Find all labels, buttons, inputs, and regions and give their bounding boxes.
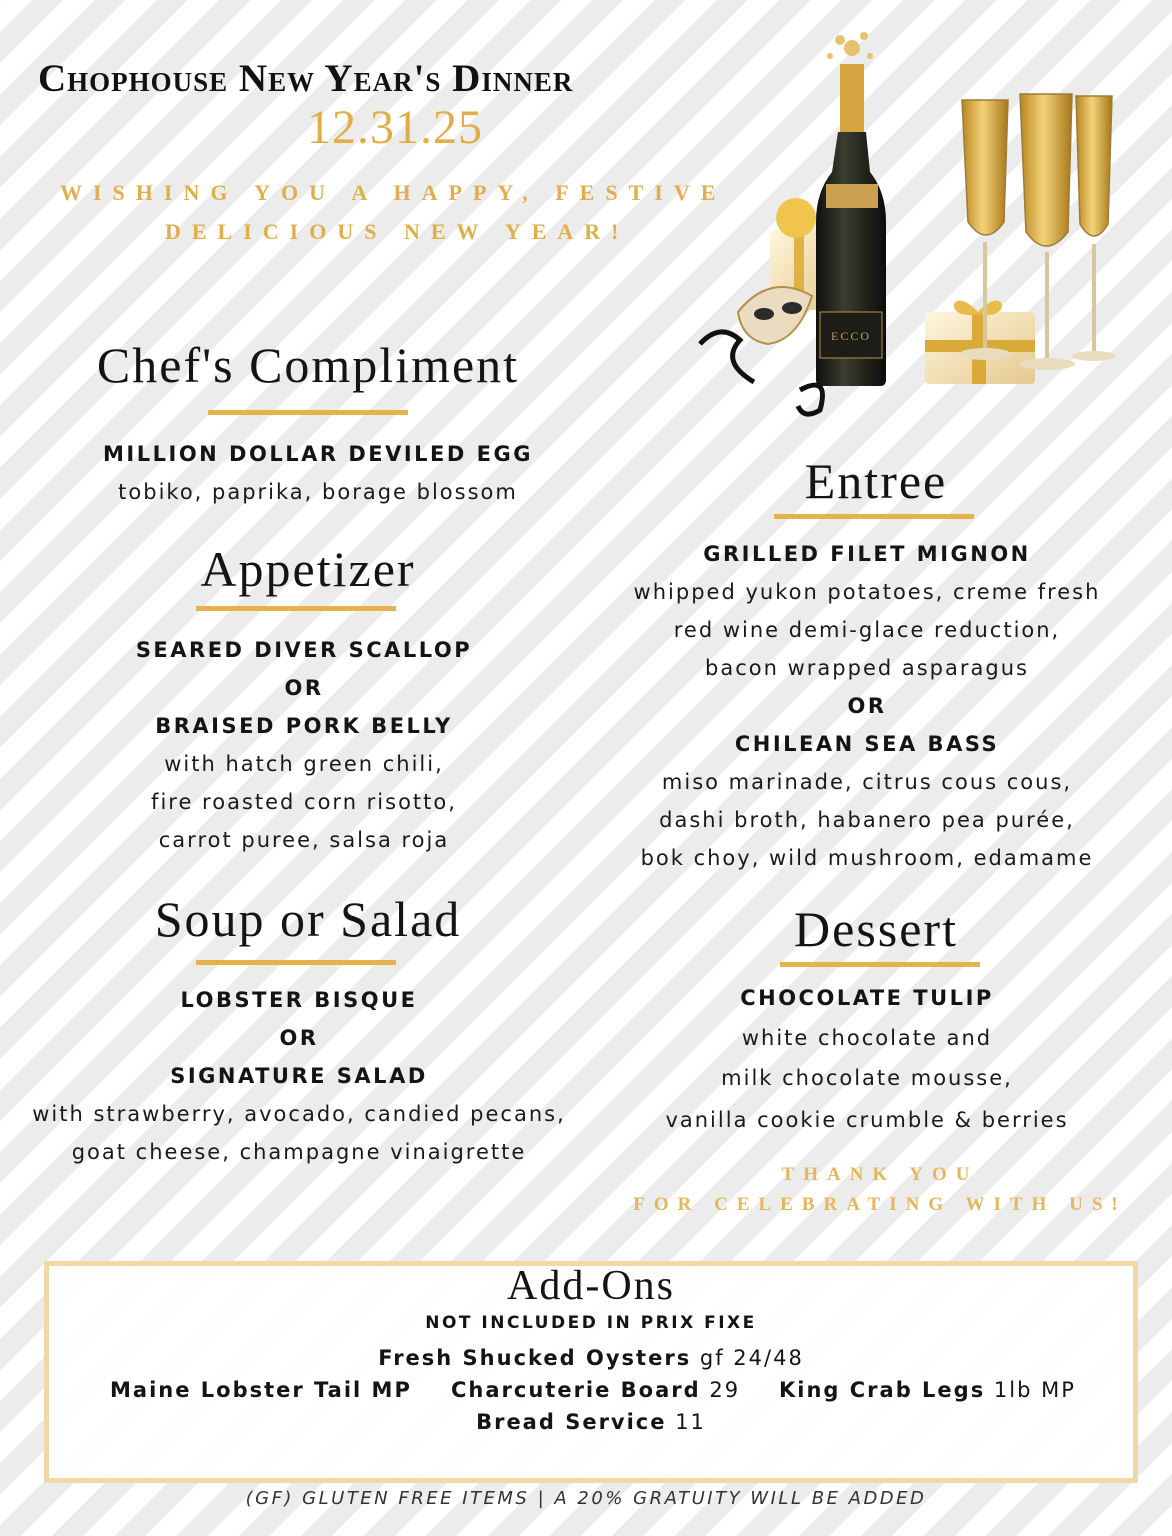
divider-entree (774, 514, 974, 519)
soup-salad-desc-1: with strawberry, avocado, candied pecans, (32, 1102, 566, 1126)
event-date: 12.31.25 (307, 101, 483, 154)
dessert-desc-1: white chocolate and (741, 1026, 993, 1050)
footer-gratuity: A 20% GRATUITY WILL BE ADDED (554, 1488, 927, 1509)
bottle-label: ECCO (830, 329, 872, 343)
entree-desc-2b: dashi broth, habanero pea purée, (659, 808, 1075, 832)
entree-desc-1b: red wine demi-glace reduction, (673, 618, 1061, 642)
divider-appetizer (196, 606, 396, 611)
soup-salad-option-1: LOBSTER BISQUE (180, 988, 418, 1012)
dessert-item: CHOCOLATE TULIP (740, 986, 994, 1010)
entree-or: OR (847, 694, 887, 718)
champagne-bottle-icon (816, 32, 886, 386)
greeting-line-2: DELICIOUS NEW YEAR! (165, 219, 630, 244)
soup-salad-desc-2: goat cheese, champagne vinaigrette (71, 1140, 527, 1164)
chefs-compliment-desc: tobiko, paprika, borage blossom (118, 480, 518, 504)
heading-chefs-compliment: Chef's Compliment (96, 337, 520, 393)
heading-soup-salad: Soup or Salad (154, 891, 462, 947)
addon-oysters-name: Fresh Shucked Oysters (378, 1346, 692, 1370)
appetizer-option-1: SEARED DIVER SCALLOP (135, 638, 473, 662)
addon-oysters-price: gf 24/48 (699, 1346, 804, 1370)
appetizer-option-2: BRAISED PORK BELLY (155, 714, 453, 738)
divider-chefs-compliment (208, 410, 408, 415)
entree-desc-2a: miso marinade, citrus cous cous, (661, 770, 1073, 794)
addon-lobster (110, 1378, 412, 1402)
appetizer-desc-3: carrot puree, salsa roja (158, 828, 450, 852)
entree-option-1: GRILLED FILET MIGNON (703, 542, 1031, 566)
addon-bread-name: Bread Service (476, 1410, 667, 1434)
addon-bread-price: 11 (675, 1410, 706, 1434)
page-title: Chophouse New Year's Dinner (38, 57, 574, 100)
entree-desc-1a: whipped yukon potatoes, creme fresh (633, 580, 1101, 604)
divider-soup-salad (196, 960, 396, 965)
thank-you-line-1: THANK YOU (781, 1164, 979, 1185)
masquerade-mask-icon (700, 287, 823, 414)
dessert-desc-2: milk chocolate mousse, (721, 1066, 1013, 1090)
footer-note (0, 1488, 1172, 1509)
addon-bread (44, 1410, 1138, 1434)
appetizer-or: OR (284, 676, 324, 700)
addon-charcuterie (451, 1378, 740, 1402)
addon-charcuterie-price: 29 (709, 1378, 741, 1402)
heading-dessert: Dessert (794, 901, 958, 957)
appetizer-desc-2: fire roasted corn risotto, (151, 790, 457, 814)
heading-appetizer: Appetizer (200, 541, 416, 597)
appetizer-desc-1: with hatch green chili, (164, 752, 444, 776)
heading-addons: Add-Ons (507, 1263, 675, 1309)
champagne-illustration (680, 22, 1130, 422)
entree-option-2: CHILEAN SEA BASS (734, 732, 1000, 756)
soup-salad-option-2: SIGNATURE SALAD (170, 1064, 428, 1088)
footer-gf-note: (GF) GLUTEN FREE ITEMS (245, 1488, 530, 1509)
footer-separator: | (537, 1488, 547, 1509)
addon-crab-price: 1lb MP (993, 1378, 1076, 1402)
dessert-desc-3: vanilla cookie crumble & berries (665, 1108, 1069, 1132)
divider-dessert (780, 962, 980, 967)
soup-salad-or: OR (279, 1026, 319, 1050)
heading-entree: Entree (804, 453, 948, 509)
addon-crab (779, 1378, 1076, 1402)
entree-desc-2c: bok choy, wild mushroom, edamame (640, 846, 1094, 870)
entree-desc-1c: bacon wrapped asparagus (705, 656, 1029, 680)
addon-lobster-name: Maine Lobster Tail MP (110, 1378, 412, 1402)
addon-crab-name: King Crab Legs (779, 1378, 986, 1402)
thank-you-line-2: FOR CELEBRATING WITH US! (633, 1194, 1127, 1215)
chefs-compliment-item: MILLION DOLLAR DEVILED EGG (103, 442, 533, 466)
addons-subheading: NOT INCLUDED IN PRIX FIXE (425, 1313, 757, 1333)
addon-oysters (44, 1346, 1138, 1370)
greeting-line-1: WISHING YOU A HAPPY, FESTIVE (60, 180, 727, 205)
addon-charcuterie-name: Charcuterie Board (451, 1378, 701, 1402)
